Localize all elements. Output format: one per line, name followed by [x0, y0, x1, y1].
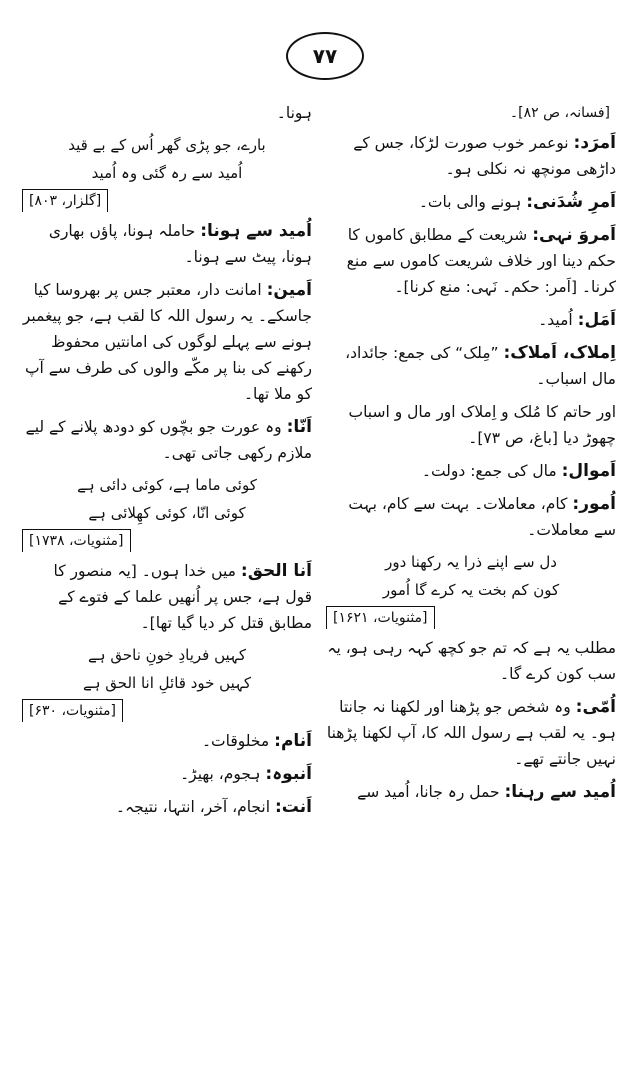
verse-line: کہیں خود قائلِ انا الحق ہے	[82, 674, 252, 692]
definition: مال کی جمع: دولت۔	[421, 462, 557, 480]
definition: نوعمر خوب صورت لڑکا، جس کے داڑھی مونچھ نہ نکلی ہو۔	[353, 134, 616, 178]
headword: اَنبوہ:	[265, 764, 312, 784]
headword: اَنت:	[274, 797, 312, 817]
explanation	[326, 635, 616, 687]
dictionary-entry	[326, 222, 616, 300]
dictionary-entry	[326, 130, 616, 182]
dictionary-entry	[326, 307, 616, 333]
dictionary-entry	[22, 277, 312, 407]
definition: ہونے والی بات۔	[418, 193, 522, 211]
example-quote	[326, 399, 616, 451]
dictionary-entry	[22, 558, 312, 636]
headword: اُمید سے ہونا:	[200, 221, 312, 241]
verse-reference: [مثنویات، ۱۶۲۱]	[326, 606, 616, 629]
page-number: ۷۷	[286, 32, 364, 80]
explanation-text: مطلب یہ ہے کہ تم جو کچھ کہہ رہی ہو، یہ سب کون کرے گا۔	[327, 639, 616, 683]
verse-reference: [مثنویات، ۶۳۰]	[22, 699, 312, 722]
verse-line: اُمید سے رہ گئی وہ اُمید	[91, 164, 243, 182]
definition: وہ عورت جو بچّوں کو دودھ پلانے کے لیے ملازم رکھی جاتی تھی۔	[25, 418, 312, 462]
definition: شریعت کے مطابق کاموں کا حکم دینا اور خلاف شریعت کاموں سے منع کرنا۔ [اَمر: حکم۔ نَہی: منع کرنا]۔	[346, 226, 616, 296]
verse-line: کوئی ماما ہے، کوئی دائی ہے	[77, 476, 257, 494]
definition: اُمید۔	[538, 311, 573, 329]
headword: اَموال:	[561, 461, 616, 481]
verse-reference: [گلزار، ۸۰۳]	[22, 189, 312, 212]
headword: اَمروَ نہی:	[532, 225, 616, 245]
dictionary-entry	[326, 458, 616, 484]
headword: اُمور:	[572, 494, 616, 514]
dictionary-entry	[326, 340, 616, 392]
continuation-text: ہونا۔	[276, 104, 312, 122]
headword: اَنا الحق:	[240, 561, 312, 581]
definition: امانت دار، معتبر جس پر بھروسا کیا جاسکے۔ یہ رسول اللہ کا لقب ہے، جو پیغمبر ہونے سے پہلے لوگوں کی امانتیں محفوظ رکھنے کی بنا پر مکّے والوں کی طرف سے آپ کو ملا تھا۔	[22, 281, 312, 403]
headword: اَنام:	[274, 731, 312, 751]
definition: انجام، آخر، انتہا، نتیجہ۔	[115, 798, 271, 816]
definition: ”مِلک“ کی جمع: جائداد، مال اسباب۔	[345, 344, 616, 388]
verse-reference: [مثنویات، ۱۷۳۸]	[22, 529, 312, 552]
definition: میں خدا ہوں۔ [یہ منصور کا قول ہے، جس پر اُنھیں علما کے فتوے کے مطابق قتل کر دیا گیا تھا]۔	[53, 562, 312, 632]
headword: اِملاک، اَملاک:	[503, 343, 616, 363]
verse-line: کون کم بخت یہ کرے گا اُمور	[382, 581, 560, 599]
dictionary-entry	[22, 761, 312, 787]
dictionary-entry	[326, 694, 616, 772]
reference: [فسانہ، ص ۸۲]۔	[509, 105, 610, 121]
dictionary-entry	[22, 794, 312, 820]
headword: اَمرِ شُدَنی:	[526, 192, 616, 212]
dictionary-entry	[326, 491, 616, 543]
definition: حمل رہ جانا، اُمید سے	[357, 783, 500, 801]
definition: کام، معاملات۔ بہت سے کام، بہت سے معاملات۔	[348, 495, 616, 539]
headword: اَمین:	[266, 280, 312, 300]
headword: اُمّی:	[575, 697, 616, 717]
left-column	[22, 100, 312, 827]
definition: حاملہ ہونا، پاؤں بھاری ہونا، پیٹ سے ہونا۔	[48, 222, 312, 266]
definition: ہجوم، بھیڑ۔	[180, 765, 261, 783]
dictionary-entry	[326, 189, 616, 215]
definition: وہ شخص جو پڑھنا اور لکھنا نہ جانتا ہو۔ یہ لقب ہے رسول اللہ کا، آپ لکھنا پڑھنا نہیں جانتے تھے۔	[326, 698, 616, 768]
dictionary-entry	[22, 728, 312, 754]
headword: اُمید سے رہنا:	[504, 782, 616, 802]
dictionary-entry	[326, 779, 616, 805]
headword: اَمَل:	[577, 310, 616, 330]
verse-line: کوئی انّا، کوئی کھِلائی ہے	[88, 504, 246, 522]
definition: مخلوقات۔	[201, 732, 270, 750]
headword: اَنّا:	[286, 417, 312, 437]
headword: اَمرَد:	[573, 133, 616, 153]
dictionary-entry	[22, 218, 312, 270]
verse-line: بارے، جو پڑی گھر اُس کے بے قید	[68, 136, 266, 154]
verse-line: دل سے اپنے ذرا یہ رکھنا دور	[385, 553, 557, 571]
verse-line: کہیں فریادِ خونِ ناحق ہے	[88, 646, 246, 664]
right-column	[326, 100, 616, 812]
example-text: اور حاتم کا مُلک و اِملاک اور مال و اسباب چھوڑ دیا [باغ، ص ۷۳]۔	[348, 403, 616, 447]
dictionary-entry	[22, 414, 312, 466]
